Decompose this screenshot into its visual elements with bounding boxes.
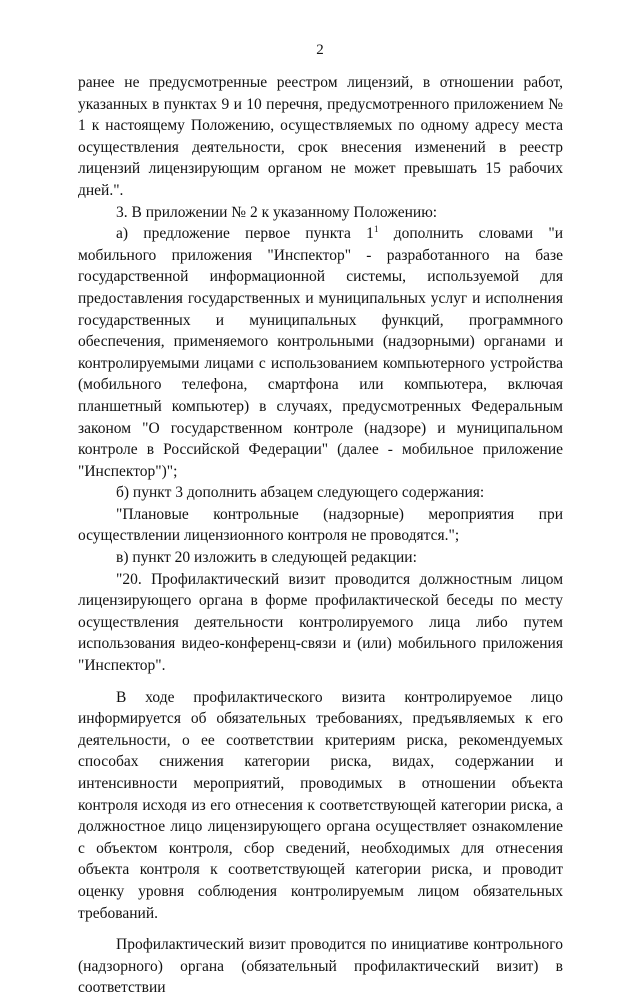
paragraph-visit-details: В ходе профилактического визита контролируемое лицо информируется об обязательных требованиях, предъявляемых к его деятельности, о ее соответствии критериям риска, рекомендуемых способах снижения категории риска, видах, содержании и интенсивности мероприятий, проводимых в отношении объекта контроля исходя из его отнесения к соответствующей категории риска, а должностное лицо лицензирующего органа осуществляет ознакомление с объектом контроля, сбор сведений, необходимых для отнесения объекта контроля к соответствующей категории риска, и проводит оценку уровня соблюдения контролируемым лицом обязательных требований. [78, 688, 563, 922]
paragraph-point-20: "20. Профилактический визит проводится должностным лицом лицензирующего органа в форме профилактической беседы по месту осуществления деятельности контролируемого лица либо путем использования видео-конференц-связи и (или) мобильного приложения "Инспектор". [78, 570, 563, 675]
paragraph-continuation: ранее не предусмотренные реестром лицензий, в отношении работ, указанных в пунктах 9 и 10 перечня, предусмотренного приложением № 1 к настоящему Положению, осуществляемых по одному адресу места осуществления деятельности, срок внесения изменений в реестр лицензий лицензирующим органом не может превышать 15 рабочих дней.". [78, 74, 563, 199]
subitem-a-text-end: дополнить словами "и мобильного приложения "Инспектор" - разработанного на базе государственной информационной системы, используемой для предоставления государственных и муниципальных услуг и исполнения государственных и муниципальных функций, программного обеспечения, применяемого контрольными (надзорными) органами и контролируемыми лицами с использованием компьютерного устройства (мобильного телефона, смартфона или компьютера, включая планшетный компьютер) в случаях, предусмотренных Федеральным законом "О государственном контроле (надзоре) и муниципальном контроле в Российской Федерации" (далее - мобильное приложение "Инспектор")"; [78, 225, 563, 480]
paragraph-subitem-b: б) пункт 3 дополнить абзацем следующего содержания: [116, 484, 485, 502]
paragraph-quote-planned-checks: "Плановые контрольные (надзорные) мероприятия при осуществлении лицензионного контроля не проводятся."; [78, 505, 563, 545]
subitem-a-text-start: а) предложение первое пункта 1 [116, 225, 374, 243]
superscript-index: 1 [373, 224, 379, 234]
document-body [78, 72, 563, 999]
paragraph-visit-initiative: Профилактический визит проводится по инициативе контрольного (надзорного) органа (обязательный профилактический визит) в соответствии [78, 936, 563, 997]
paragraph-subitem-a [78, 223, 563, 482]
paragraph-item-3: 3. В приложении № 2 к указанному Положению: [116, 203, 438, 221]
paragraph-subitem-v: в) пункт 20 изложить в следующей редакции: [116, 549, 417, 567]
page-number: 2 [316, 42, 324, 58]
